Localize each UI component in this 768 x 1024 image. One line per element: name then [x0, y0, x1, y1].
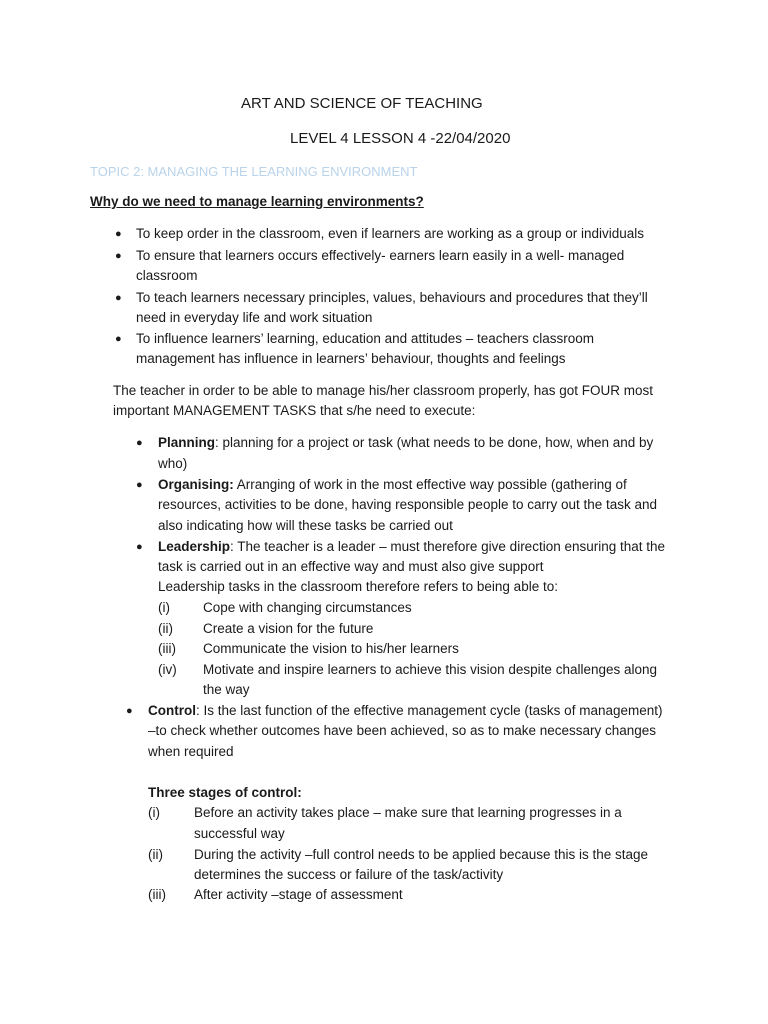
topic-heading: TOPIC 2: MANAGING THE LEARNING ENVIRONMENT: [90, 164, 418, 179]
control-stage-continued: determines the success or failure of the task/activity: [194, 867, 504, 882]
task-text-continued: who): [158, 456, 188, 471]
task-label: Leadership: [158, 539, 231, 554]
control-stage-continued: successful way: [194, 826, 285, 841]
reason-item: To teach learners necessary principles, values, behaviours and procedures that they’ll: [136, 290, 648, 305]
reason-item: To influence learners’ learning, education and attitudes – teachers classroom: [136, 331, 595, 346]
reason-item-continued: classroom: [136, 268, 198, 283]
task-text: Arranging of work in the most effective way possible (gathering of: [233, 477, 627, 492]
list-number: (iv): [158, 662, 177, 677]
control-stage: During the activity –full control needs to be applied because this is the stage: [194, 847, 649, 862]
list-number: (i): [158, 600, 170, 615]
task-label: Control: [148, 703, 196, 718]
bullet-icon: ●: [115, 292, 122, 304]
list-number: (iii): [148, 887, 166, 902]
bullet-icon: ●: [115, 228, 122, 240]
lesson-heading: LEVEL 4 LESSON 4 -22/04/2020: [290, 130, 511, 147]
task-text-continued: also indicating how will these tasks be carried out: [158, 518, 453, 533]
task-control: [148, 701, 663, 721]
list-number: (ii): [158, 621, 173, 636]
bullet-icon: ●: [115, 250, 122, 262]
leadership-item: Create a vision for the future: [203, 621, 374, 636]
task-leadership: [158, 537, 665, 557]
list-number: (ii): [148, 847, 163, 862]
leadership-item: Cope with changing circumstances: [203, 600, 412, 615]
reason-item-continued: management has influence in learners’ behaviour, thoughts and feelings: [136, 351, 566, 366]
task-text: : The teacher is a leader – must therefore give direction ensuring that the: [230, 539, 666, 554]
control-stage: After activity –stage of assessment: [194, 887, 403, 902]
task-label: Planning: [158, 435, 215, 450]
task-text-continued: task is carried out in an effective way and must also give support: [158, 559, 544, 574]
control-stage: Before an activity takes place – make sure that learning progresses in a: [194, 805, 622, 820]
question-heading: Why do we need to manage learning environments?: [90, 194, 424, 209]
intro-paragraph-continued: important MANAGEMENT TASKS that s/he need to execute:: [113, 403, 476, 418]
reason-item: To ensure that learners occurs effectively- earners learn easily in a well- managed: [136, 248, 625, 263]
task-text-continued: –to check whether outcomes have been achieved, so as to make necessary changes: [148, 723, 657, 738]
task-label: Organising:: [158, 477, 234, 492]
task-text: : Is the last function of the effective management cycle (tasks of management): [196, 703, 663, 718]
reason-item-continued: need in everyday life and work situation: [136, 310, 373, 325]
task-text: : planning for a project or task (what needs to be done, how, when and by: [215, 435, 654, 450]
document-title: ART AND SCIENCE OF TEACHING: [241, 95, 483, 112]
bullet-icon: ●: [126, 705, 133, 717]
bullet-icon: ●: [136, 479, 143, 491]
list-number: (i): [148, 805, 160, 820]
bullet-icon: ●: [136, 437, 143, 449]
control-stages-heading: Three stages of control:: [148, 785, 302, 800]
task-text-continued: when required: [148, 744, 234, 759]
reason-item: To keep order in the classroom, even if learners are working as a group or individuals: [136, 226, 645, 241]
task-text-continued: resources, activities to be done, having responsible people to carry out the task and: [158, 497, 658, 512]
leadership-item: Motivate and inspire learners to achieve this vision despite challenges along: [203, 662, 658, 677]
intro-paragraph: The teacher in order to be able to manage his/her classroom properly, has got FOUR most: [113, 383, 654, 398]
bullet-icon: ●: [136, 541, 143, 553]
task-organising: [158, 475, 627, 495]
task-planning: [158, 433, 653, 453]
bullet-icon: ●: [115, 333, 122, 345]
leadership-item: Communicate the vision to his/her learners: [203, 641, 459, 656]
task-text-continued: Leadership tasks in the classroom therefore refers to being able to:: [158, 579, 558, 594]
list-number: (iii): [158, 641, 176, 656]
leadership-item-continued: the way: [203, 682, 250, 697]
